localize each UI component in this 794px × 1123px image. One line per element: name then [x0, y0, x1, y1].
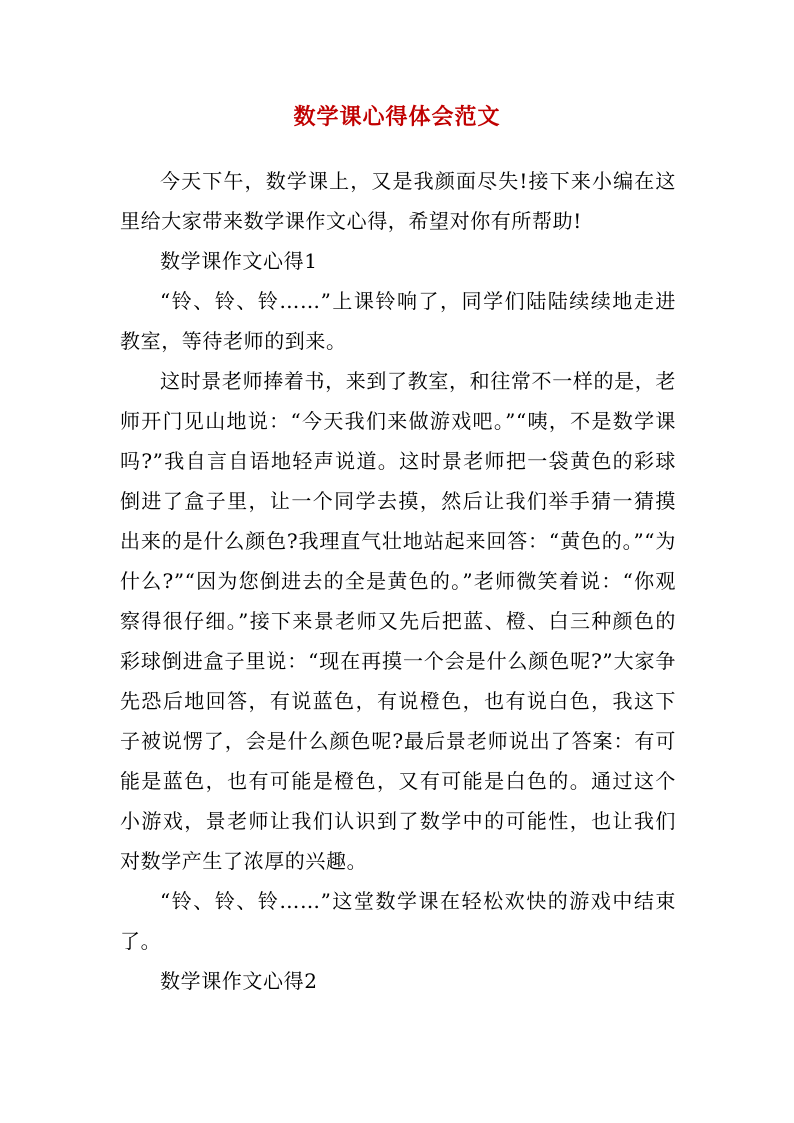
paragraph-bell-ring: “铃、铃、铃……”上课铃响了，同学们陆陆续续地走进教室，等待老师的到来。	[120, 289, 676, 353]
document-title: 数学课心得体会范文	[293, 104, 501, 130]
paragraph-class-end: “铃、铃、铃……”这堂数学课在轻松欢快的游戏中结束了。	[120, 889, 676, 953]
document-body	[120, 161, 676, 1001]
intro-paragraph: 今天下午，数学课上，又是我颜面尽失!接下来小编在这里给大家带来数学课作文心得，希望对你有所帮助!	[120, 169, 676, 233]
section-heading-1: 数学课作文心得1	[160, 249, 318, 273]
section-heading-2: 数学课作文心得2	[160, 969, 318, 993]
paragraph-color-ball-game: 这时景老师捧着书，来到了教室，和往常不一样的是，老师开门见山地说：“今天我们来做游戏吧。”“咦，不是数学课吗?”我自言自语地轻声说道。这时景老师把一袋黄色的彩球倒进了盒子里，让一个同学去摸，然后让我们举手猜一猜摸出来的是什么颜色?我理直气壮地站起来回答：“黄色的。”“为什么?”“因为您倒进去的全是黄色的。”老师微笑着说：“你观察得很仔细。”接下来景老师又先后把蓝、橙、白三种颜色的彩球倒进盒子里说：“现在再摸一个会是什么颜色呢?”大家争先恐后地回答，有说蓝色，有说橙色，也有说白色，我这下子被说愣了，会是什么颜色呢?最后景老师说出了答案：有可能是蓝色，也有可能是橙色，又有可能是白色的。通过这个小游戏，景老师让我们认识到了数学中的可能性，也让我们对数学产生了浓厚的兴趣。	[120, 369, 676, 873]
